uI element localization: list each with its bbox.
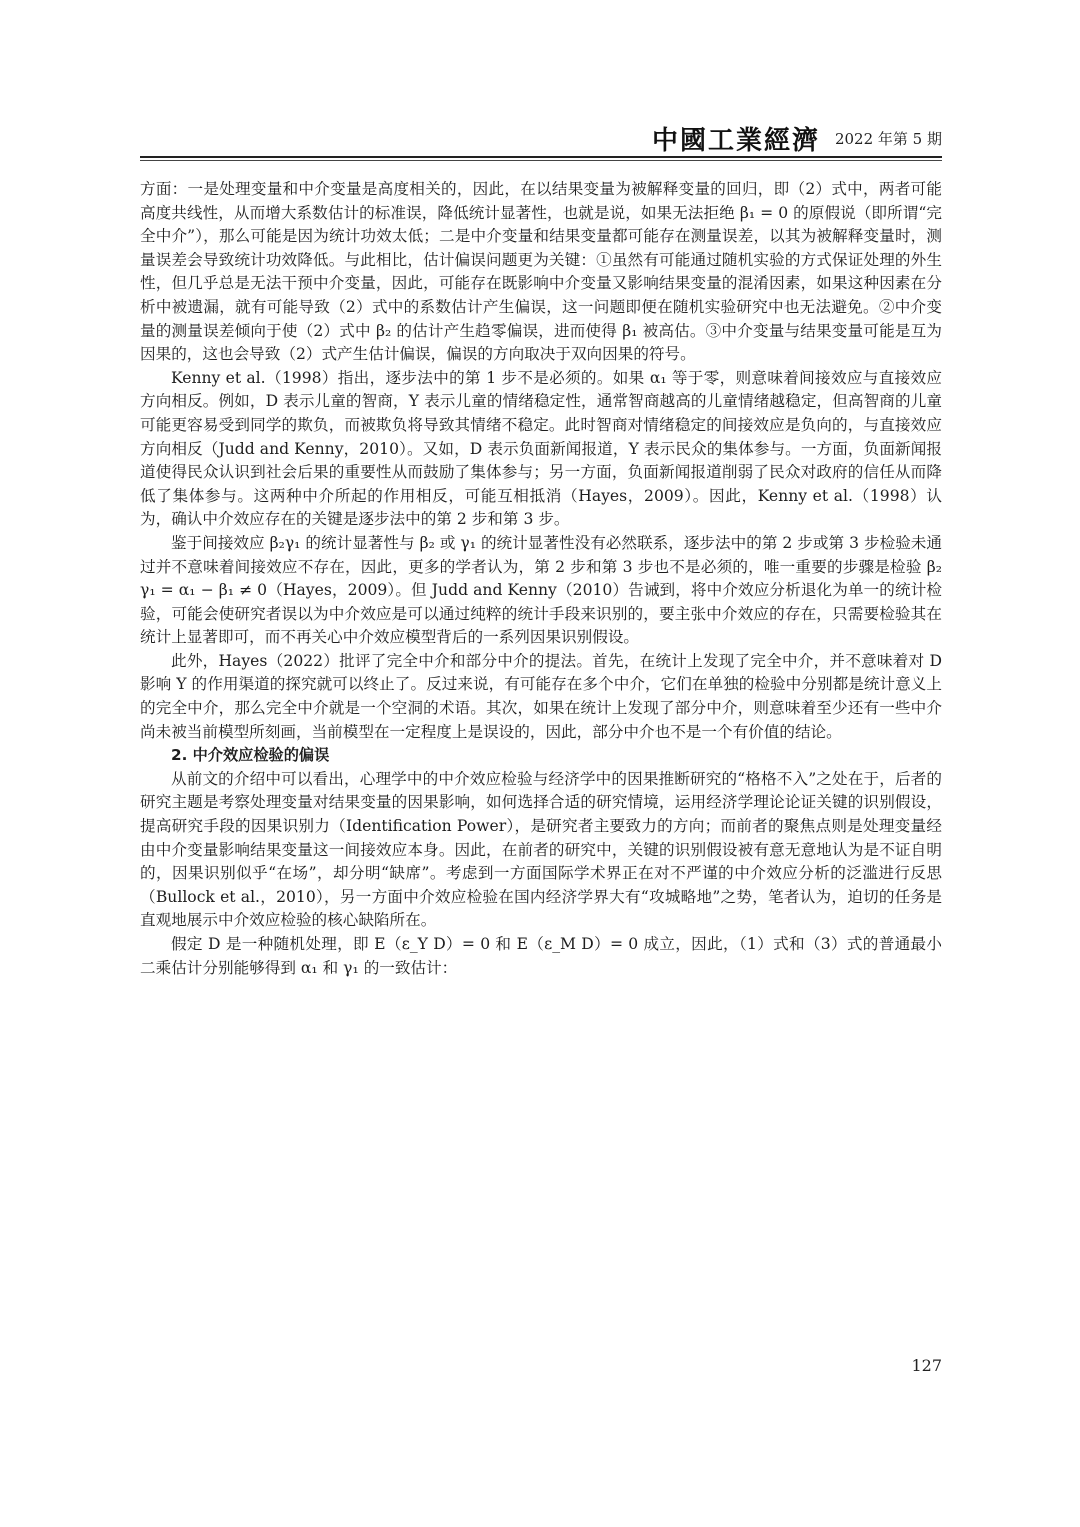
paragraph: 从前文的介绍中可以看出，心理学中的中介效应检验与经济学中的因果推断研究的“格格不入”之处在于，后者的研究主题是考察处理变量对结果变量的因果影响，如何选择合适的研究情境，运用经济学理论论证关键的识别假设，提高研究手段的因果识别力（Identification Power），是研究者主要致力的方向；而前者的聚焦点则是处理变量经由中介变量影响结果变量这一间接效应本身。因此，在前者的研究中，关键的识别假设被有意无意地认为是不证自明的，因果识别似乎“在场”，却分明“缺席”。考虑到一方面国际学术界正在对不严谨的中介效应分析的泛滥进行反思（Bullock et al.，2010），另一方面中介效应检验在国内经济学界大有“攻城略地”之势，笔者认为，迫切的任务是直观地展示中介效应检验的核心缺陷所在。 <box>140 769 942 930</box>
running-header <box>140 118 942 162</box>
paragraph: 假定 D 是一种随机处理，即 E（ε_Y D）= 0 和 E（ε_M D）= 0 成立，因此，（1）式和（3）式的普通最小二乘估计分别能够得到 α₁ 和 γ₁ 的一致估计： <box>140 935 942 977</box>
journal-name: 中國工業經濟 <box>651 126 820 156</box>
paragraph: Kenny et al.（1998）指出，逐步法中的第 1 步不是必须的。如果 α₁ 等于零，则意味着间接效应与直接效应方向相反。例如，D 表示儿童的智商，Y 表示儿童的情绪稳定性，通常智商越高的儿童情绪越稳定，但高智商的儿童可能更容易受到同学的欺负，而被欺负将导致其情绪不稳定。此时智商对情绪稳定的间接效应是负向的，与直接效应方向相反（Judd and Kenny，2010）。又如，D 表示负面新闻报道，Y 表示民众的集体参与。一方面，负面新闻报道使得民众认识到社会后果的重要性从而鼓励了集体参与；另一方面，负面新闻报道削弱了民众对政府的信任从而降低了集体参与。这两种中介所起的作用相反，可能互相抵消（Hayes，2009）。因此，Kenny et al.（1998）认为，确认中介效应存在的关键是逐步法中的第 2 步和第 3 步。 <box>140 368 942 529</box>
header-rule-thick <box>140 156 942 158</box>
issue-number: 2022 年第 5 期 <box>834 130 942 148</box>
paragraph-continued: 方面：一是处理变量和中介变量是高度相关的，因此，在以结果变量为被解释变量的回归，即（2）式中，两者可能高度共线性，从而增大系数估计的标准误，降低统计显著性，也就是说，如果无法拒绝 β₁ = 0 的原假说（即所谓“完全中介”），那么可能是因为统计功效太低；二是中介变量和结果变量都可能存在测量误差，以其为被解释变量时，测量误差会导致统计功效降低。与此相比，估计偏误问题更为关键：①虽然有可能通过随机实验的方式保证处理的外生性，但几乎总是无法干预中介变量，因此，可能存在既影响中介变量又影响结果变量的混淆因素，如果这种因素在分析中被遗漏，就有可能导致（2）式中的系数估计产生偏误，这一问题即便在随机实验研究中也无法避免。②中介变量的测量误差倾向于使（2）式中 β₂ 的估计产生趋零偏误，进而使得 β₁ 被高估。③中介变量与结果变量可能是互为因果的，这也会导致（2）式产生估计偏误，偏误的方向取决于双向因果的符号。 <box>140 180 942 364</box>
paragraph: 此外，Hayes（2022）批评了完全中介和部分中介的提法。首先，在统计上发现了完全中介，并不意味着对 D 影响 Y 的作用渠道的探究就可以终止了。反过来说，有可能存在多个中介，它们在单独的检验中分别都是统计意义上的完全中介，那么完全中介就是一个空洞的术语。其次，如果在统计上发现了部分中介，则意味着至少还有一些中介尚未被当前模型所刻画，当前模型在一定程度上是误设的，因此，部分中介也不是一个有价值的结论。 <box>140 651 942 741</box>
header-rule-thin <box>140 160 942 161</box>
body-text <box>140 178 942 980</box>
section-heading: 2. 中介效应检验的偏误 <box>171 746 330 765</box>
paragraph: 鉴于间接效应 β₂γ₁ 的统计显著性与 β₂ 或 γ₁ 的统计显著性没有必然联系，逐步法中的第 2 步或第 3 步检验未通过并不意味着间接效应不存在，因此，更多的学者认为，第 2 步和第 3 步也不是必须的，唯一重要的步骤是检验 β₂γ₁ = α₁ − β₁ ≠ 0（Hayes，2009）。但 Judd and Kenny（2010）告诫到，将中介效应分析退化为单一的统计检验，可能会使研究者误以为中介效应是可以通过纯粹的统计手段来识别的，要主张中介效应的存在，只需要检验其在统计上显著即可，而不再关心中介效应模型背后的一系列因果识别假设。 <box>140 533 942 647</box>
page-number: 127 <box>911 1356 942 1375</box>
